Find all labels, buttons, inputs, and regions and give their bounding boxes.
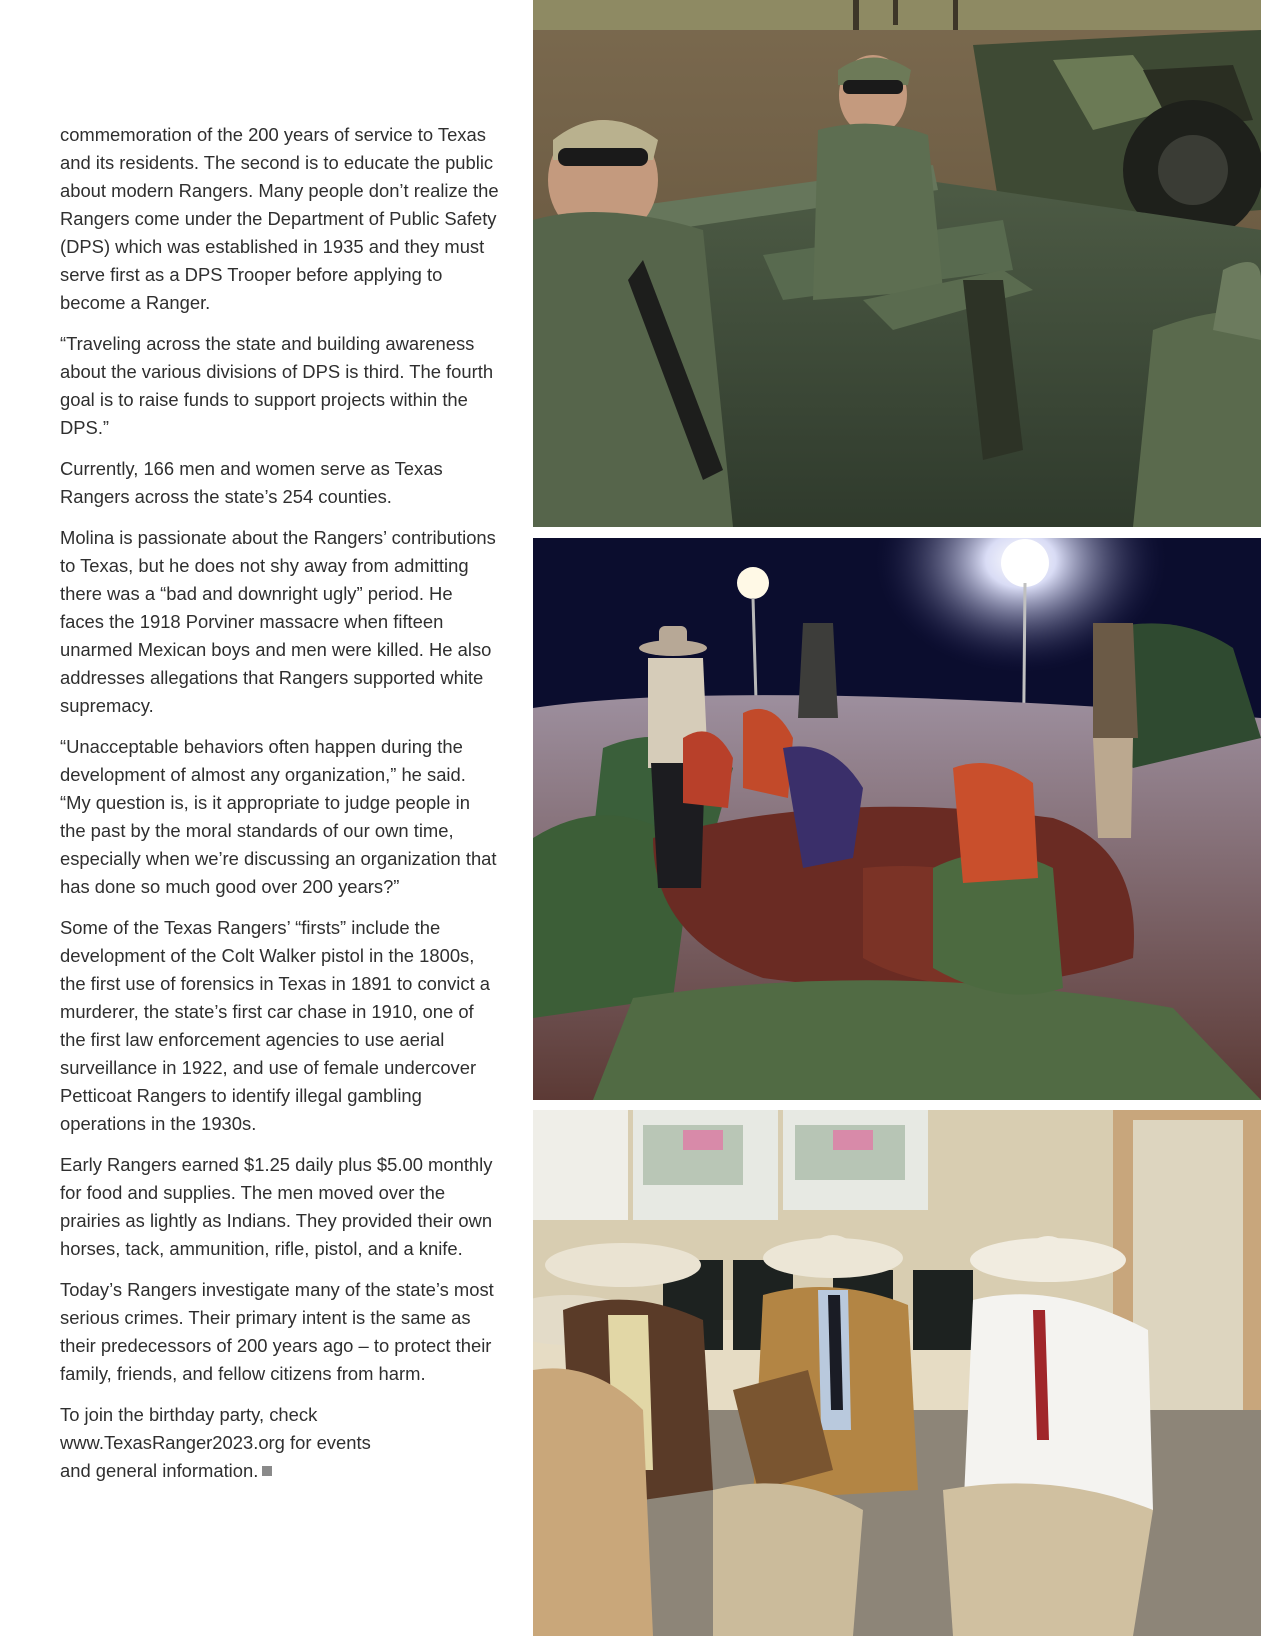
photo-night-excavation-scene — [533, 538, 1261, 1100]
article-paragraph: Early Rangers earned $1.25 daily plus $5.00 monthly for food and supplies. The men moved over the prairies as lightly as Indians. They provided their own horses, tack, ammunition, rifle, pistol, and a knife. — [60, 1154, 493, 1259]
closing-line: and general information. — [60, 1460, 259, 1481]
article-paragraph: Molina is passionate about the Rangers’ contributions to Texas, but he does not shy away from admitting there was a “bad and downright ugly” period. He faces the 1918 Porviner massacre when fifteen unarmed Mexican boys and men were killed. He also addresses allegations that Rangers supported white supremacy. — [60, 527, 496, 716]
end-of-article-icon — [262, 1466, 272, 1476]
photo-rangers-meeting-room — [533, 1110, 1261, 1636]
article-paragraph: Currently, 166 men and women serve as Texas Rangers across the state’s 254 counties. — [60, 458, 443, 507]
article-paragraph: “Traveling across the state and building awareness about the various divisions of DPS is third. The fourth goal is to raise funds to support projects within the DPS.” — [60, 333, 494, 438]
photo-rangers-in-military-truck-flood — [533, 0, 1261, 527]
closing-paragraph — [60, 1401, 500, 1485]
article-paragraph: Some of the Texas Rangers’ “firsts” include the development of the Colt Walker pistol in the 1800s, the first use of forensics in Texas in 1891 to convict a murderer, the state’s first car chase in 1910, one of the first law enforcement agencies to use aerial surveillance in 1922, and use of female undercover Petticoat Rangers to identify illegal gambling operations in the 1930s. — [60, 917, 491, 1134]
article-paragraph: commemoration of the 200 years of service to Texas and its residents. The second is to educate the public about modern Rangers. Many people don’t realize the Rangers come under the Department of Public Safety (DPS) which was established in 1935 and they must serve first as a DPS Trooper before applying to become a Ranger. — [60, 124, 499, 313]
article-paragraph: Today’s Rangers investigate many of the state’s most serious crimes. Their primary intent is the same as their predecessors of 200 years ago – to protect their family, friends, and fellow citizens from harm. — [60, 1279, 494, 1384]
website-link[interactable]: www.TexasRanger2023.org for events — [60, 1432, 371, 1453]
article-paragraph: “Unacceptable behaviors often happen during the development of almost any organization,” he said. “My question is, is it appropriate to judge people in the past by the moral standards of our own time, especially when we’re discussing an organization that has done so much good over 200 years?” — [60, 736, 497, 897]
article-text-column — [60, 121, 500, 1498]
closing-line: To join the birthday party, check — [60, 1404, 318, 1425]
